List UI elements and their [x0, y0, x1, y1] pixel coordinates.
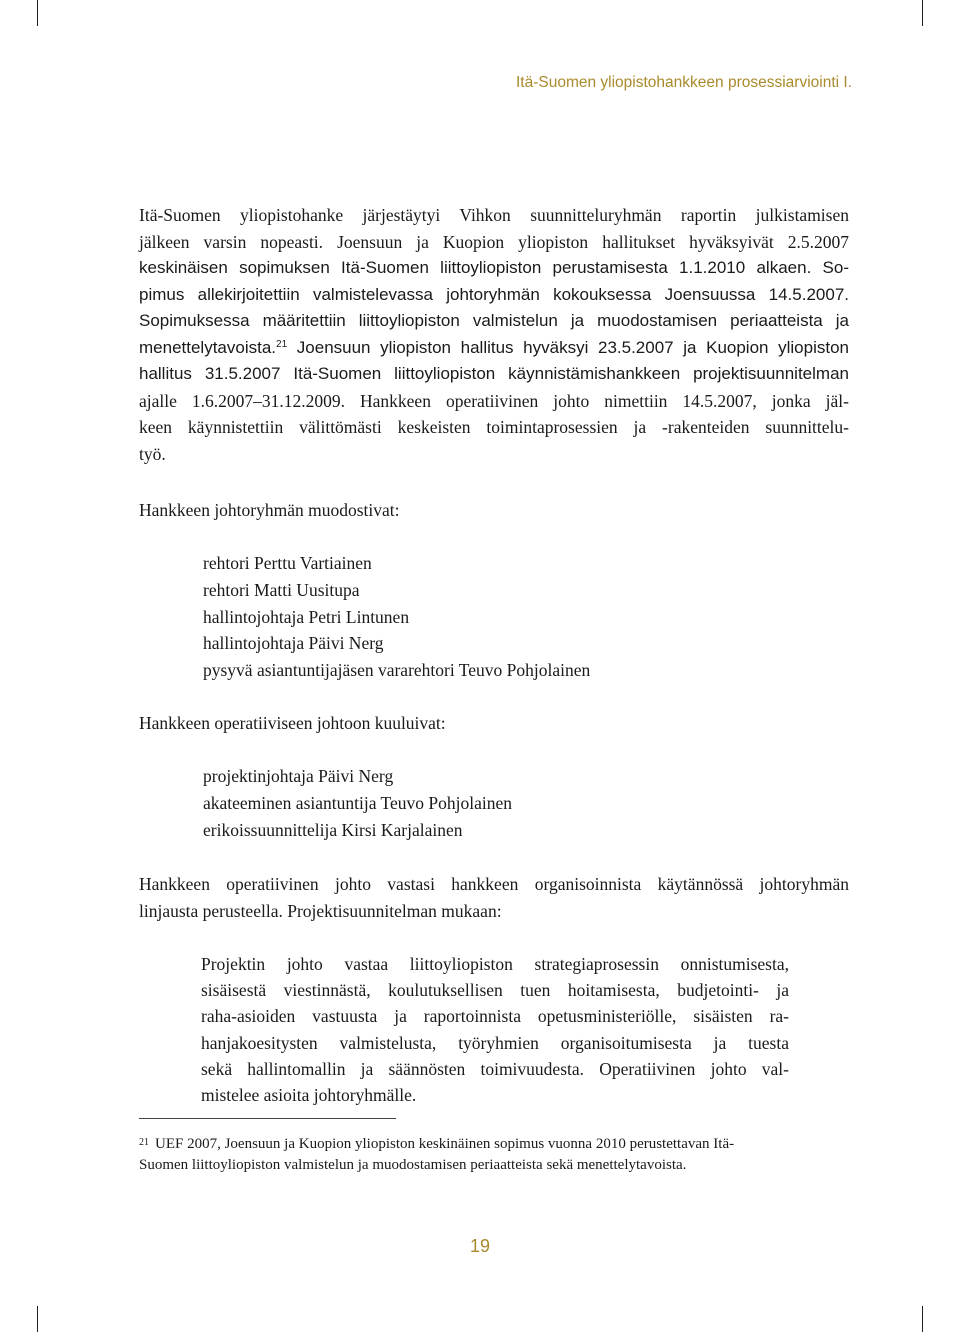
footnote	[139, 1134, 849, 1176]
page-number: 19	[469, 1236, 491, 1256]
text-line: pimus allekirjoitettiin valmistelevassa johtoryhmän kokouksessa Joensuussa 14.5.2007.	[139, 284, 849, 304]
list-item: rehtori Perttu Vartiainen	[203, 553, 372, 573]
crop-mark-bottom-right	[922, 1306, 923, 1332]
text-line: Sopimuksessa määritettiin liittoyliopiston valmistelun ja muodostamisen periaatteista ja	[139, 311, 849, 330]
quote-line: sisäisestä viestinnästä, koulutuksellisen tuen hoitamisesta, budjetointi- ja	[201, 980, 789, 1001]
list-item: projektinjohtaja Päivi Nerg	[203, 766, 394, 786]
steering-group-list	[203, 550, 590, 684]
footnote-text: UEF 2007, Joensuun ja Kuopion yliopiston keskinäinen sopimus vuonna 2010 perustettavan Itä-	[155, 1136, 735, 1152]
text-line: ajalle 1.6.2007–31.12.2009. Hankkeen operatiivinen johto nimettiin 14.5.2007, jonka jäl-	[139, 390, 849, 411]
text-fragment: menettelytavoista.	[139, 337, 277, 357]
text-line: keskinäisen sopimuksen Itä-Suomen liittoyliopiston perustamisesta 1.1.2010 alkaen. So-	[139, 258, 849, 277]
list-item: erikoissuunnittelija Kirsi Karjalainen	[203, 819, 463, 840]
operative-management-intro: Hankkeen operatiiviseen johtoon kuuluivat:	[139, 713, 446, 733]
quote-line: mistelee asioita johtoryhmälle.	[201, 1085, 417, 1106]
text-line: Hankkeen operatiivinen johto vastasi hankkeen organisoinnista käytännössä johtoryhmän	[139, 874, 849, 894]
block-quote	[201, 951, 789, 1108]
list-item: akateeminen asiantuntija Teuvo Pohjolainen	[203, 792, 512, 813]
running-header: Itä-Suomen yliopistohankkeen prosessiarviointi I.	[515, 74, 852, 91]
text-fragment: Joensuun yliopiston hallitus hyväksyi 23.5.2007 ja Kuopion yliopiston	[296, 337, 849, 357]
footnote-divider	[139, 1118, 396, 1119]
text-line: jälkeen varsin nopeasti. Joensuun ja Kuopion yliopiston hallitukset hyväksyivät 2.5.2007	[139, 231, 849, 252]
list-item: rehtori Matti Uusitupa	[203, 579, 360, 600]
footnote-line	[139, 1134, 849, 1155]
text-line-with-footnote	[139, 335, 849, 362]
text-line: keen käynnistettiin välittömästi keskeisten toimintaprosessien ja -rakenteiden suunnittelu-	[139, 417, 849, 437]
footnote-number: 21	[139, 1137, 149, 1148]
steering-group-intro: Hankkeen johtoryhmän muodostivat:	[139, 500, 400, 520]
quote-line: hanjakoesitysten valmistelusta, työryhmien organisoitumisesta ja tuesta	[201, 1032, 789, 1053]
paragraph-intro	[139, 202, 849, 467]
quote-line: sekä hallintomallin ja säännösten toimivuudesta. Operatiivinen johto val-	[201, 1058, 789, 1079]
text-line: linjausta perusteella. Projektisuunnitelman mukaan:	[139, 900, 502, 921]
text-line: hallitus 31.5.2007 Itä-Suomen liittoyliopiston käynnistämishankkeen projektisuunnitelman	[139, 364, 849, 383]
quote-line: Projektin johto vastaa liittoyliopiston strategiaprosessin onnistumisesta,	[201, 954, 789, 974]
crop-mark-top-right	[922, 0, 923, 26]
text-line: Itä-Suomen yliopistohanke järjestäytyi Vihkon suunnitteluryhmän raportin julkistamisen	[139, 205, 849, 225]
list-item: hallintojohtaja Petri Lintunen	[203, 606, 410, 627]
crop-mark-bottom-left	[37, 1306, 38, 1332]
quote-line: raha-asioiden vastuusta ja raportoinnista opetusministeriölle, sisäisten ra-	[201, 1006, 789, 1027]
paragraph-operative	[139, 871, 849, 924]
operative-management-list	[203, 763, 512, 843]
footnote-reference: 21	[276, 338, 288, 350]
footnote-line: Suomen liittoyliopiston valmistelun ja muodostamisen periaatteista sekä menettelytavoista.	[139, 1157, 687, 1173]
list-item: hallintojohtaja Päivi Nerg	[203, 633, 384, 654]
list-item: pysyvä asiantuntijajäsen vararehtori Teuvo Pohjolainen	[203, 660, 591, 681]
text-line: työ.	[139, 443, 166, 464]
crop-mark-top-left	[37, 0, 38, 26]
